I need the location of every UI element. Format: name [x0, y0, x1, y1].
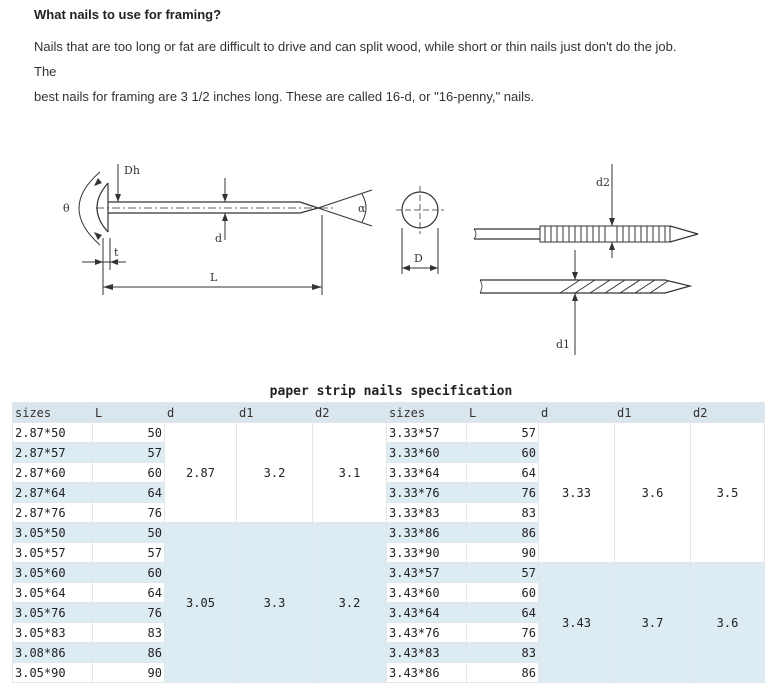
header-cell: d: [539, 403, 615, 423]
size-cell: 3.33*64: [387, 463, 467, 483]
size-cell: 3.43*83: [387, 643, 467, 663]
size-cell: 3.33*90: [387, 543, 467, 563]
length-cell: 64: [93, 483, 165, 503]
d-cell: 3.33: [539, 423, 615, 563]
nail-spec-table: [12, 402, 765, 683]
size-cell: 3.05*90: [13, 663, 93, 683]
table-title: paper strip nails specification: [269, 384, 513, 399]
table-row: [13, 563, 765, 583]
article-paragraph-1: Nails that are too long or fat are difficult to drive and can split wood, while short or thin nails just don't do the job.: [34, 39, 677, 54]
theta-label: θ: [63, 202, 70, 215]
length-cell: 57: [467, 563, 539, 583]
length-cell: 64: [93, 583, 165, 603]
size-cell: 3.43*76: [387, 623, 467, 643]
length-cell: 60: [93, 463, 165, 483]
length-cell: 76: [93, 603, 165, 623]
length-cell: 50: [93, 423, 165, 443]
d1-cell: 3.3: [237, 523, 313, 683]
length-cell: 60: [467, 583, 539, 603]
d-label: d: [215, 232, 223, 245]
d2-cell: 3.5: [691, 423, 765, 563]
d1-cell: 3.6: [615, 423, 691, 563]
header-cell: L: [467, 403, 539, 423]
header-cell: d: [165, 403, 237, 423]
article-heading: What nails to use for framing?: [34, 7, 222, 22]
header-cell: sizes: [13, 403, 93, 423]
header-cell: d2: [691, 403, 765, 423]
header-cell: d1: [615, 403, 691, 423]
header-cell: sizes: [387, 403, 467, 423]
d-cell: 3.43: [539, 563, 615, 683]
length-cell: 76: [467, 483, 539, 503]
length-cell: 76: [93, 503, 165, 523]
length-cell: 83: [467, 503, 539, 523]
nail-technical-drawing: [0, 150, 782, 375]
size-cell: 3.05*60: [13, 563, 93, 583]
article-paragraph-2: The: [34, 64, 57, 79]
header-cell: L: [93, 403, 165, 423]
d-cell: 3.05: [165, 523, 237, 683]
length-cell: 60: [93, 563, 165, 583]
size-cell: 3.08*86: [13, 643, 93, 663]
dh-label: Dh: [124, 164, 140, 177]
length-cell: 83: [467, 643, 539, 663]
size-cell: 3.33*57: [387, 423, 467, 443]
length-cell: 57: [93, 543, 165, 563]
length-cell: 64: [467, 463, 539, 483]
length-cell: 90: [467, 543, 539, 563]
nail-head-outline: [97, 183, 108, 232]
size-cell: 2.87*50: [13, 423, 93, 443]
d1-cell: 3.2: [237, 423, 313, 523]
length-cell: 83: [93, 623, 165, 643]
size-cell: 3.33*86: [387, 523, 467, 543]
length-cell: 86: [467, 523, 539, 543]
length-label: L: [210, 271, 218, 284]
size-cell: 3.43*60: [387, 583, 467, 603]
d1-label: d1: [556, 338, 571, 351]
size-cell: 3.33*83: [387, 503, 467, 523]
size-cell: 3.33*76: [387, 483, 467, 503]
d-cell: 2.87: [165, 423, 237, 523]
size-cell: 3.43*86: [387, 663, 467, 683]
header-cell: d2: [313, 403, 387, 423]
size-cell: 3.05*57: [13, 543, 93, 563]
length-cell: 50: [93, 523, 165, 543]
size-cell: 3.43*57: [387, 563, 467, 583]
size-cell: 3.43*64: [387, 603, 467, 623]
size-cell: 3.05*64: [13, 583, 93, 603]
size-cell: 2.87*57: [13, 443, 93, 463]
length-cell: 90: [93, 663, 165, 683]
d2-cell: 3.2: [313, 523, 387, 683]
diameter-label: D: [414, 252, 423, 265]
size-cell: 3.05*76: [13, 603, 93, 623]
d2-label: d2: [596, 176, 611, 189]
size-cell: 2.87*76: [13, 503, 93, 523]
length-cell: 64: [467, 603, 539, 623]
d2-cell: 3.6: [691, 563, 765, 683]
size-cell: 3.05*50: [13, 523, 93, 543]
table-row: [13, 423, 765, 443]
length-cell: 57: [467, 423, 539, 443]
alpha-label: α: [358, 202, 366, 215]
size-cell: 2.87*60: [13, 463, 93, 483]
spec-table-body: [13, 403, 765, 683]
length-cell: 60: [467, 443, 539, 463]
d1-cell: 3.7: [615, 563, 691, 683]
length-cell: 76: [467, 623, 539, 643]
size-cell: 2.87*64: [13, 483, 93, 503]
t-label: t: [114, 246, 119, 259]
length-cell: 86: [467, 663, 539, 683]
length-cell: 57: [93, 443, 165, 463]
table-header-row: [13, 403, 765, 423]
length-cell: 86: [93, 643, 165, 663]
size-cell: 3.05*83: [13, 623, 93, 643]
d2-cell: 3.1: [313, 423, 387, 523]
size-cell: 3.33*60: [387, 443, 467, 463]
article-paragraph-3: best nails for framing are 3 1/2 inches long. These are called 16-d, or "16-penny," nails.: [34, 89, 535, 104]
header-cell: d1: [237, 403, 313, 423]
